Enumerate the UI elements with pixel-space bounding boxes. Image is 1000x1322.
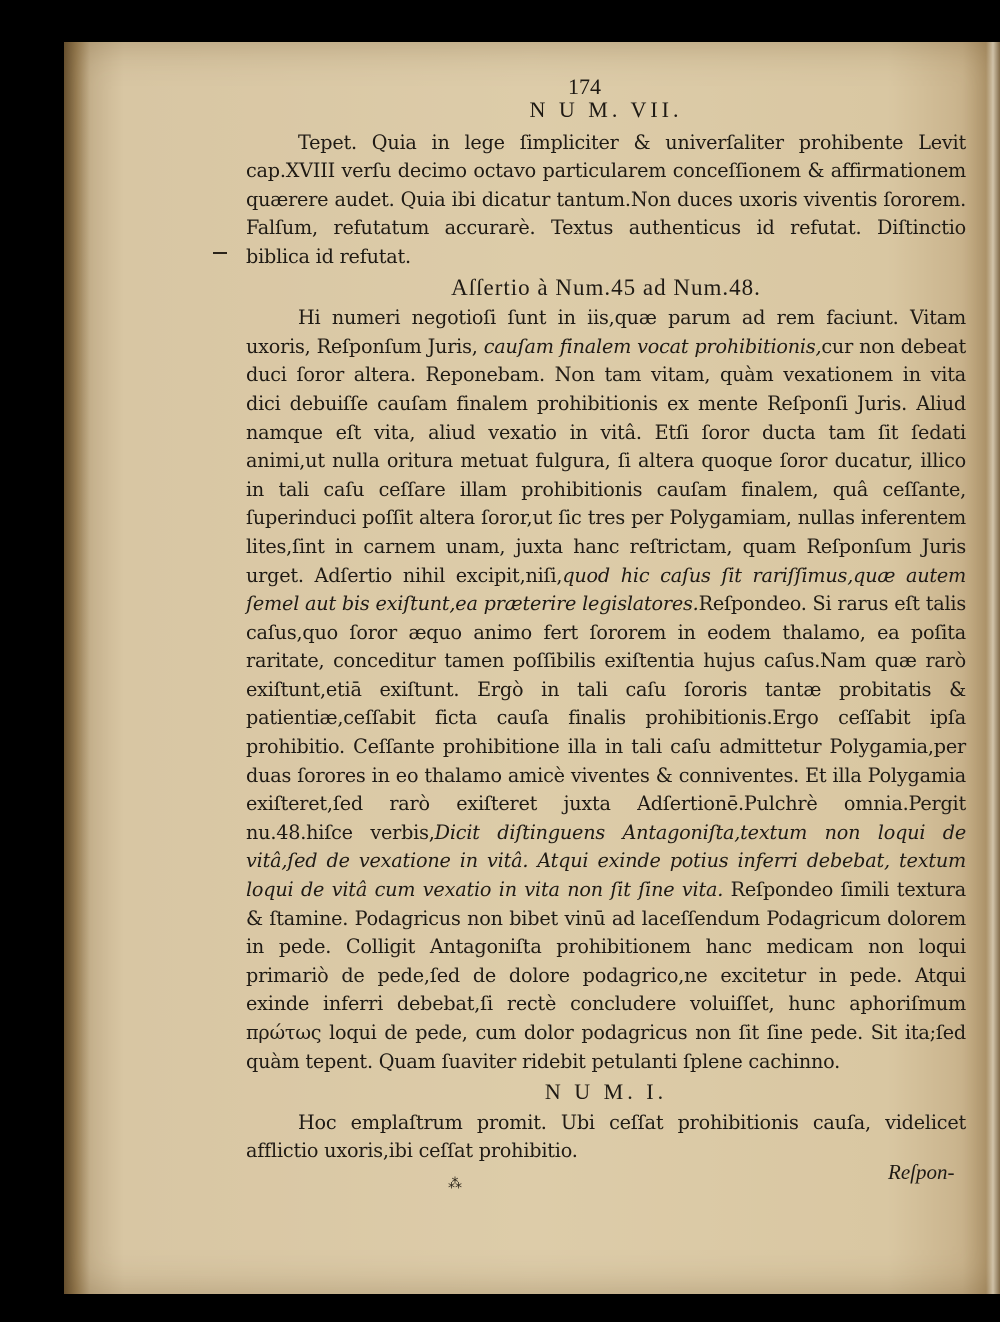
page-edge xyxy=(986,42,1000,1294)
paragraph-2-text-c: cur non debeat duci ſoror altera. Reponebam. Non tam vitam, quàm vexationem in vita dici debuiſſe cauſam finalem prohibitionis ex mente Reſponſi Juris. Aliud namque eſt vita, aliud vexatio in vitâ. Etſi ſoror ducta tam ſit ſedati animi,ut nulla oritura metuat fulgura, ſi altera quoque ſoror ducatur, illico in tali caſu ceſſare illam prohibitionis cauſam finalem, quâ ceſſante, ſuperinduci poſſit altera ſoror,ut ſic tres per Polygamiam, nullas inferentem lites,ſint in carnem unam, juxta hanc reſtrictam, quam Reſponſum Juris urget. Adſertio nihil excipit,niſi, xyxy=(246,334,966,587)
margin-mark xyxy=(213,252,227,254)
paragraph-2 xyxy=(246,304,966,1076)
text-block xyxy=(246,78,966,1166)
paragraph-2-italic-d: quod hic caſus ſit rariſſimus,quæ autem ſemel aut bis exiſtunt,ea præterire legislatores. xyxy=(246,563,967,616)
section-heading-num-vii: N U M. VII. xyxy=(529,97,683,122)
paragraph-3: Hoc emplaſtrum promit. Ubi ceſſat prohibitionis cauſa, videlicet afflictio uxoris,ibi ceſſat prohibitio. xyxy=(246,1110,966,1163)
catchword: Reſpon- xyxy=(888,1160,955,1184)
section-heading-num-i: N U M. I. xyxy=(544,1079,668,1105)
paragraph-1: Tepet. Quia in lege ſimpliciter & univerſaliter prohibente Levit cap.XVIII verſu decimo octavo particularem conceſſionem & affirmationem quærere audet. Quia ibi dicatur tantum.Non duces uxoris viventis ſororem. Falſum, refutatum accurarè. Textus authenticus id refutat. Diſtinctio biblica id refutat. xyxy=(246,130,966,268)
paragraph-2-italic-f: Dicit diſtinguens Antagoniſta,textum non loqui de vitâ,ſed de vexatione in vitâ. Atqui exinde potius inferri debebat, textum loqui de vitâ cum vexatio in vita non ſit ſine vita. xyxy=(246,820,966,902)
paragraph-2-text-g: Reſpondeo ſimili textura & ſtamine. Podagricus non bibet vinū ad laceſſendum Podagricum dolorem in pede. Colligit Antagoniſta prohibitionem hanc medicam non loqui primariò de pede,ſed de dolore podagrico,ne excitetur in pede. Atqui exinde inferri debebat,ſi rectè concludere voluiſſet, hunc aphoriſmum πρώτως loqui de pede, cum dolor podagricus non ſit ſine pede. Sit ita;ſed quàm tepent. Quam ſuaviter ridebit petulanti ſplene cachinno. xyxy=(246,878,966,1073)
signature-mark: ⁂ xyxy=(448,1176,462,1192)
paragraph-2-text-e: Reſpondeo. Si rarus eſt talis caſus,quo ſoror æquo animo fert ſororem in eodem thalamo, ea poſita raritate, conceditur tamen poſſibilis exiſtentia hujus caſus.Nam quæ rarò exiſtunt,etiā exiſtunt. Ergò in tali caſu ſororis tantæ probitatis & patientiæ,ceſſabit ficta cauſa finalis prohibitionis.Ergo ceſſabit ipſa prohibitio. Ceſſante prohibitione illa in tali caſu admittetur Polygamia,per duas ſorores in eo thalamo amicè viventes & conniventes. Et illa Polygamia exiſteret,ſed rarò exiſteret juxta Adſertionē.Pulchrè omnia.Pergit nu.48.hiſce verbis, xyxy=(246,592,966,844)
paragraph-2-text-a: Hi numeri negotioſi ſunt in iis,quæ parum ad rem faciunt. Vitam uxoris, Reſponſum Juris, xyxy=(246,306,966,358)
assertion-heading: Aſſertio à Num.45 ad Num.48. xyxy=(451,274,761,300)
page-number: 174 xyxy=(568,74,601,99)
paragraph-2-italic-b: cauſam finalem vocat prohibitionis, xyxy=(483,334,822,358)
